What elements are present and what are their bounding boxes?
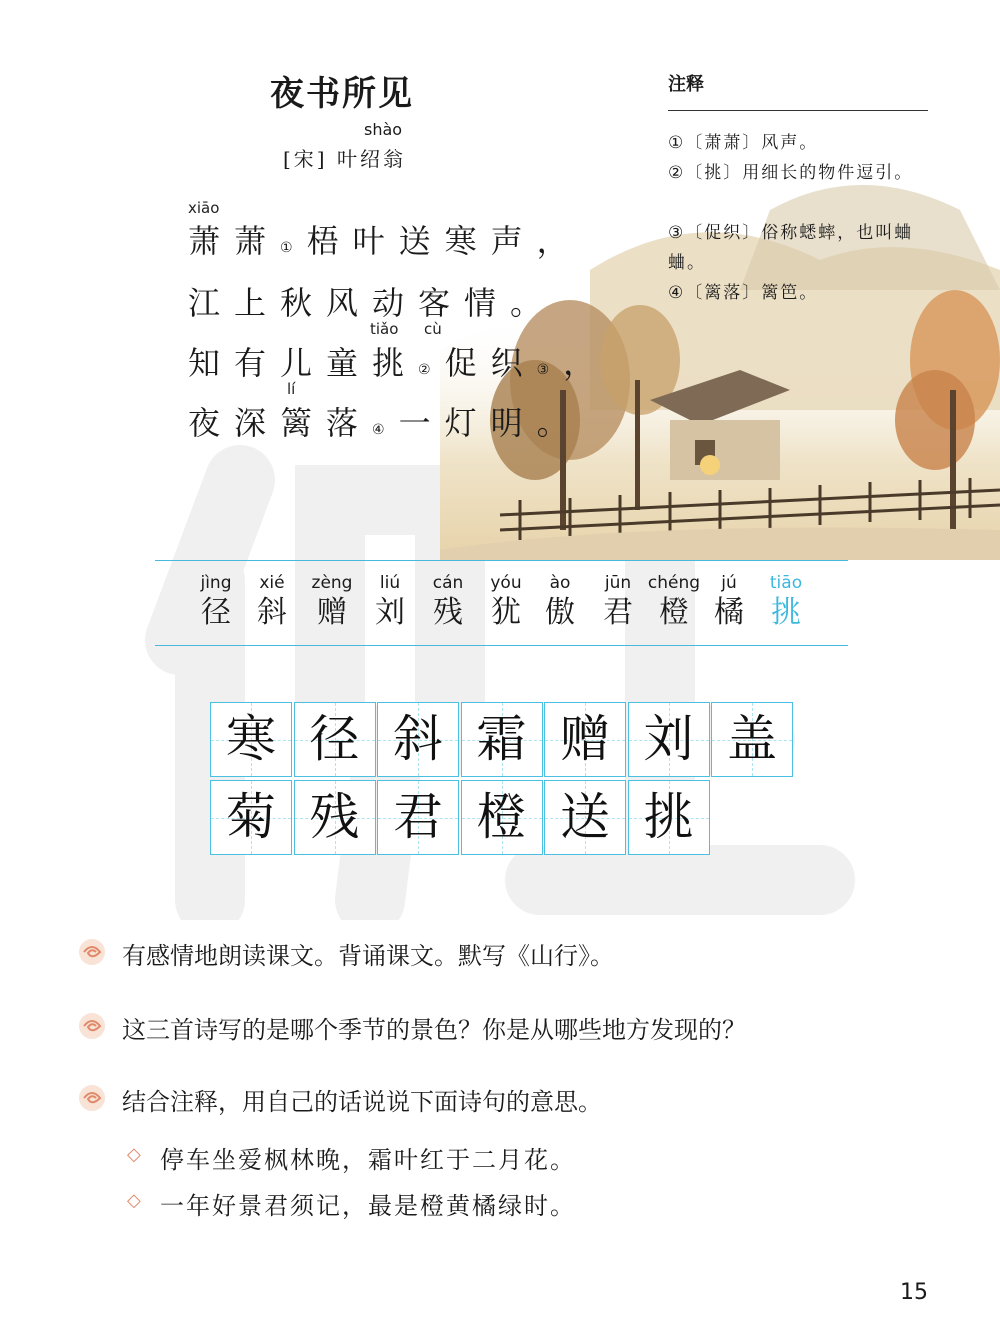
write-char: 送 xyxy=(560,788,610,846)
write-cell xyxy=(294,702,376,777)
char-pinyin: jú xyxy=(721,573,737,593)
char-pinyin: yóu xyxy=(490,573,522,593)
exercise-2: 这三首诗写的是哪个季节的景色？你是从哪些地方发现的？ xyxy=(122,1016,746,1044)
write-cell xyxy=(544,780,626,855)
poem-sub-item-1: 停车坐爱枫林晚，霜叶红于二月花。 xyxy=(160,1146,576,1174)
page-number: 15 xyxy=(900,1280,928,1305)
poem-author: [宋] 叶绍翁 xyxy=(283,147,406,171)
char-glyph: 傲 xyxy=(545,595,575,630)
write-char: 菊 xyxy=(226,788,276,846)
recognize-char xyxy=(362,572,418,632)
recognize-char xyxy=(420,572,476,632)
swirl-icon xyxy=(78,1084,106,1112)
recognize-char xyxy=(646,572,702,632)
write-char: 寒 xyxy=(226,710,276,768)
diamond-icon: ◇ xyxy=(127,1144,141,1165)
recognize-char xyxy=(188,572,244,632)
recognize-char xyxy=(590,572,646,632)
write-char: 盖 xyxy=(727,710,777,768)
write-cell xyxy=(210,702,292,777)
exercise-3: 结合注释，用自己的话说说下面诗句的意思。 xyxy=(122,1088,602,1116)
char-glyph: 径 xyxy=(201,595,231,630)
write-char: 赠 xyxy=(560,710,610,768)
pinyin-xiao: xiāo xyxy=(188,199,220,217)
poem-sub-item-2: 一年好景君须记，最是橙黄橘绿时。 xyxy=(160,1192,576,1220)
poem-title: 夜书所见 xyxy=(270,74,414,114)
char-glyph: 刘 xyxy=(375,595,405,630)
write-cell xyxy=(210,780,292,855)
poem-line-2: 江上秋风动客情。 xyxy=(188,284,557,322)
exercise-1: 有感情地朗读课文。背诵课文。默写《山行》。 xyxy=(122,942,614,970)
char-glyph: 挑 xyxy=(771,595,801,630)
write-char: 刘 xyxy=(643,710,694,768)
char-glyph: 犹 xyxy=(491,595,521,630)
char-pinyin: zèng xyxy=(311,573,353,593)
char-pinyin: jūn xyxy=(604,573,632,593)
note-1: ①〔萧萧〕风声。 xyxy=(668,133,819,153)
char-glyph: 残 xyxy=(433,595,463,630)
write-char: 径 xyxy=(309,710,360,768)
strip-bottom-line xyxy=(155,645,848,646)
poem-line-4: 夜深篱落④一灯明。 xyxy=(188,404,583,442)
pinyin-cu: cù xyxy=(424,320,442,338)
char-pinyin: jìng xyxy=(200,573,232,593)
char-pinyin: chéng xyxy=(647,573,701,593)
char-glyph: 斜 xyxy=(257,595,287,630)
recognize-char xyxy=(701,572,757,632)
swirl-icon xyxy=(78,1012,106,1040)
write-cell xyxy=(377,780,459,855)
poem-line-1: 萧萧①梧叶送寒声， xyxy=(188,222,583,260)
write-cell xyxy=(628,702,710,777)
author-pinyin: shào xyxy=(364,120,403,139)
write-char: 君 xyxy=(393,788,443,846)
write-char: 挑 xyxy=(643,788,694,846)
char-pinyin: ào xyxy=(549,573,571,593)
recognize-char xyxy=(532,572,588,632)
note-2: ②〔挑〕用细长的物件逗引。 xyxy=(668,163,914,183)
char-pinyin: tiāo xyxy=(769,573,803,593)
write-char: 霜 xyxy=(476,710,527,768)
note-4: ④〔篱落〕篱笆。 xyxy=(668,283,819,303)
write-cell xyxy=(544,702,626,777)
char-glyph: 君 xyxy=(603,595,633,630)
pinyin-tiao: tiǎo xyxy=(370,320,399,338)
write-cell xyxy=(377,702,459,777)
recognize-char xyxy=(304,572,360,632)
char-pinyin: cán xyxy=(432,573,464,593)
write-cell xyxy=(461,702,543,777)
write-char: 橙 xyxy=(476,788,527,846)
strip-top-line xyxy=(155,560,848,561)
recognize-char xyxy=(244,572,300,632)
poem-line-3: 知有儿童挑②促织③， xyxy=(188,344,610,382)
char-pinyin: liú xyxy=(379,573,401,593)
char-pinyin: xié xyxy=(259,573,285,593)
notes-heading: 注释 xyxy=(668,74,704,95)
note-3: ③〔促织〕俗称蟋蟀，也叫蛐蛐。 xyxy=(668,223,914,273)
write-cell xyxy=(711,702,793,777)
recognize-char xyxy=(478,572,534,632)
char-glyph: 橙 xyxy=(659,595,689,630)
write-cell xyxy=(628,780,710,855)
recognize-char xyxy=(758,572,814,632)
char-glyph: 赠 xyxy=(317,595,347,630)
char-glyph: 橘 xyxy=(714,595,744,630)
pinyin-li: lí xyxy=(287,380,296,398)
notes-divider xyxy=(668,110,928,111)
diamond-icon: ◇ xyxy=(127,1190,141,1211)
swirl-icon xyxy=(78,938,106,966)
write-char: 斜 xyxy=(393,710,443,768)
write-char: 残 xyxy=(309,788,360,846)
write-cell xyxy=(461,780,543,855)
write-cell xyxy=(294,780,376,855)
